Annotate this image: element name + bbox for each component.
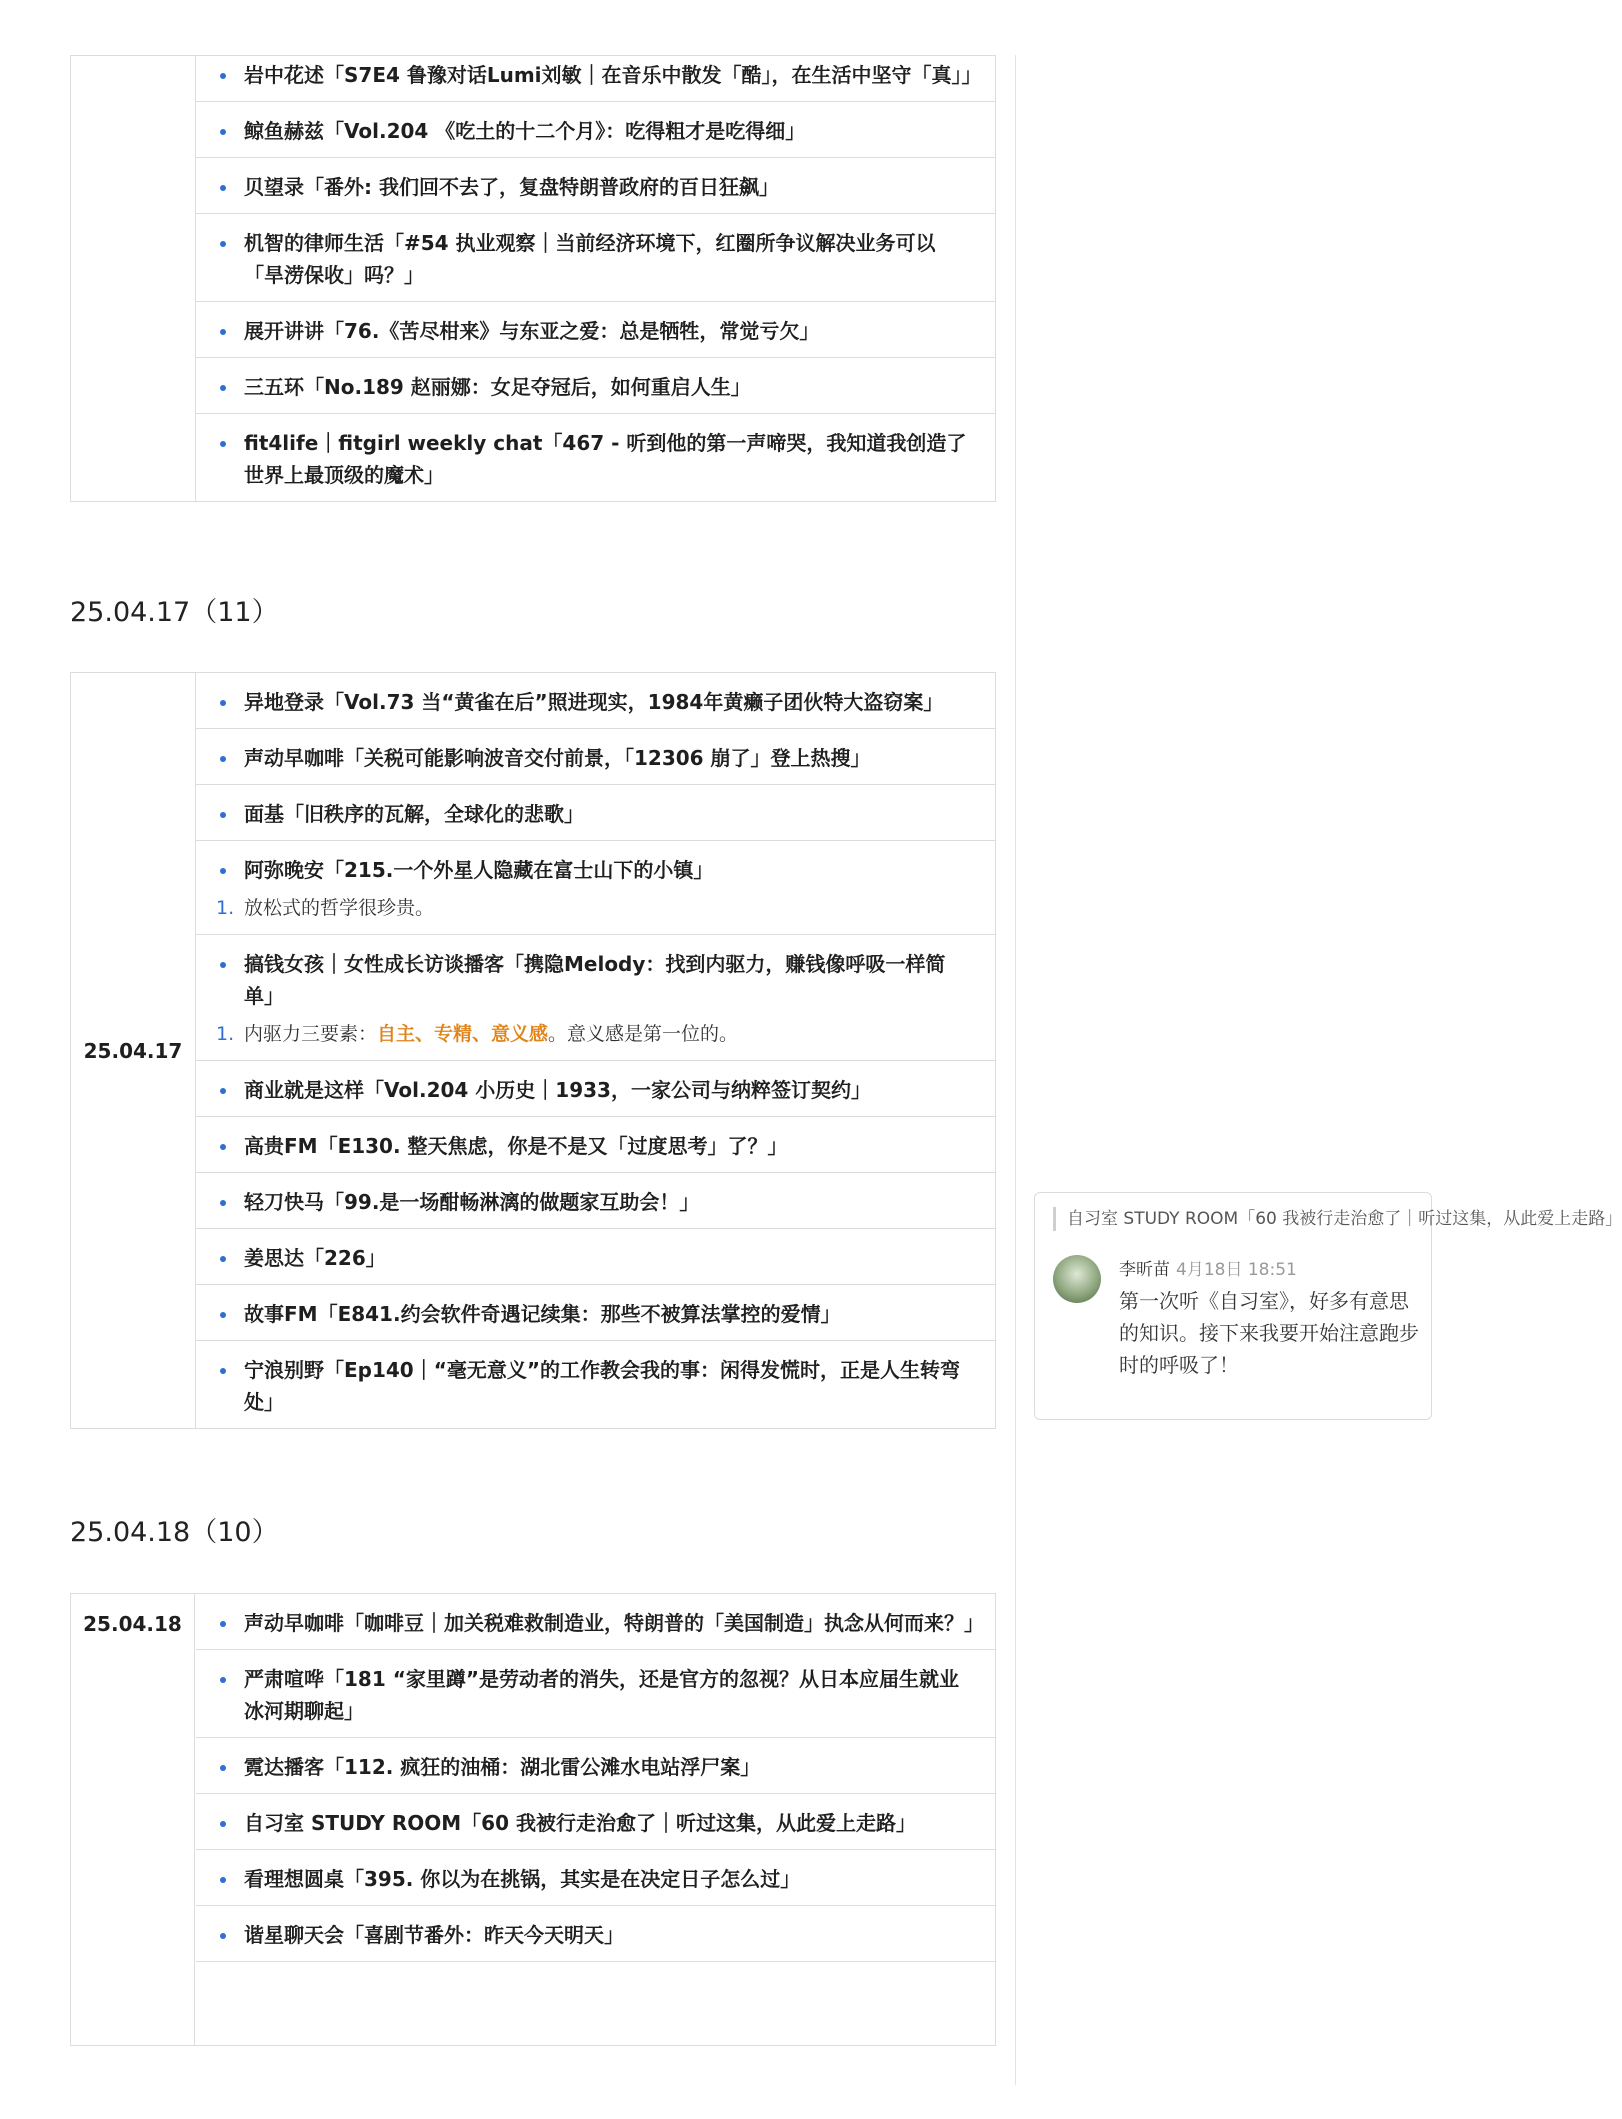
table-row xyxy=(196,935,995,1061)
comment-source-title[interactable]: 自习室 STUDY ROOM「60 我被行走治愈了｜听过这集，从此爱上走路」 xyxy=(1053,1207,1417,1231)
section-heading-0418: 25.04.18（10） xyxy=(70,1517,279,1548)
episode-note xyxy=(216,1018,975,1050)
table-row xyxy=(196,1229,995,1285)
episode-item[interactable]: 面基「旧秩序的瓦解，全球化的悲歌」 xyxy=(216,798,975,830)
avatar[interactable] xyxy=(1053,1255,1101,1303)
episode-item[interactable]: 自习室 STUDY ROOM「60 我被行走治愈了｜听过这集，从此爱上走路」 xyxy=(216,1807,975,1839)
table-row xyxy=(196,1650,995,1738)
note-number: 1. xyxy=(216,897,235,919)
episode-item[interactable]: 机智的律师生活「#54 执业观察｜当前经济环境下，红圈所争议解决业务可以「旱涝保收」吗？」 xyxy=(216,227,975,291)
episode-item[interactable]: fit4life｜fitgirl weekly chat「467 - 听到他的第一声啼哭，我知道我创造了世界上最顶级的魔术」 xyxy=(216,427,975,491)
table-row xyxy=(196,302,995,358)
table-row xyxy=(196,1738,995,1794)
table-row xyxy=(196,158,995,214)
episode-item[interactable]: 鲸鱼赫兹「Vol.204 《吃土的十二个月》：吃得粗才是吃得细」 xyxy=(216,115,975,147)
section-heading-0417: 25.04.17（11） xyxy=(70,597,279,628)
comment-card[interactable] xyxy=(1034,1192,1622,1420)
episode-table-group-0 xyxy=(70,55,996,502)
table-row xyxy=(196,1117,995,1173)
comment-meta xyxy=(1119,1255,1297,1280)
episode-item[interactable]: 声动早咖啡「关税可能影响波音交付前景，「12306 崩了」登上热搜」 xyxy=(216,742,975,774)
comment-date: 4月18日 18:51 xyxy=(1176,1260,1297,1280)
episode-item[interactable]: 姜思达「226」 xyxy=(216,1242,975,1274)
table-row xyxy=(196,56,995,102)
comment-username[interactable]: 李昕苗 xyxy=(1119,1260,1170,1280)
table-row-empty xyxy=(196,1962,995,2045)
table-row xyxy=(196,1906,995,1962)
episode-table-group-1 xyxy=(70,672,996,1429)
note-highlight: 自主、专精、意义感 xyxy=(377,1023,549,1045)
date-cell: 25.04.18 xyxy=(71,1594,195,2045)
table-row xyxy=(196,673,995,729)
table-row xyxy=(196,1594,995,1650)
episode-item[interactable]: 搞钱女孩｜女性成长访谈播客「携隐Melody：找到内驱力，赚钱像呼吸一样简单」 xyxy=(216,948,975,1012)
episode-item[interactable]: 展开讲讲「76.《苦尽柑来》与东亚之爱：总是牺牲，常觉亏欠」 xyxy=(216,315,975,347)
episode-item[interactable]: 霓达播客「112. 疯狂的油桶：湖北雷公滩水电站浮尸案」 xyxy=(216,1751,975,1783)
table-row xyxy=(196,1341,995,1428)
episode-item[interactable]: 看理想圆桌「395. 你以为在挑锅，其实是在决定日子怎么过」 xyxy=(216,1863,975,1895)
table-row xyxy=(196,102,995,158)
note-number: 1. xyxy=(216,1023,235,1045)
episode-item[interactable]: 宁浪别野「Ep140｜“毫无意义”的工作教会我的事：闲得发慌时，正是人生转弯处」 xyxy=(216,1354,975,1418)
date-cell xyxy=(71,56,196,501)
episode-item[interactable]: 商业就是这样「Vol.204 小历史｜1933，一家公司与纳粹签订契约」 xyxy=(216,1074,975,1106)
episode-note xyxy=(216,892,975,924)
date-cell: 25.04.17 xyxy=(71,673,196,1428)
table-row xyxy=(196,214,995,302)
table-row xyxy=(196,1285,995,1341)
note-text: 放松式的哲学很珍贵。 xyxy=(244,897,435,919)
table-row xyxy=(196,1173,995,1229)
episode-item[interactable]: 声动早咖啡「咖啡豆｜加关税难救制造业，特朗普的「美国制造」执念从何而来？」 xyxy=(216,1607,975,1639)
episode-item[interactable]: 故事FM「E841.约会软件奇遇记续集：那些不被算法掌控的爱情」 xyxy=(216,1298,975,1330)
episode-item[interactable]: 贝望录「番外: 我们回不去了，复盘特朗普政府的百日狂飙」 xyxy=(216,171,975,203)
table-row xyxy=(196,785,995,841)
episode-item[interactable]: 阿弥晚安「215.一个外星人隐藏在富士山下的小镇」 xyxy=(216,854,975,886)
table-row xyxy=(196,841,995,935)
episode-item[interactable]: 岩中花述「S7E4 鲁豫对话Lumi刘敏｜在音乐中散发「酷」，在生活中坚守「真」」 xyxy=(216,59,975,91)
episode-item[interactable]: 三五环「No.189 赵丽娜：女足夺冠后，如何重启人生」 xyxy=(216,371,975,403)
table-row xyxy=(196,1061,995,1117)
table-row xyxy=(196,1794,995,1850)
table-row xyxy=(196,358,995,414)
episode-item[interactable]: 异地登录「Vol.73 当“黄雀在后”照进现实，1984年黄癞子团伙特大盗窃案」 xyxy=(216,686,975,718)
table-row xyxy=(196,1850,995,1906)
table-row xyxy=(196,414,995,501)
note-text: 内驱力三要素： xyxy=(244,1023,378,1045)
episode-item[interactable]: 高贵FM「E130. 整天焦虑，你是不是又「过度思考」了？」 xyxy=(216,1130,975,1162)
episode-item[interactable]: 严肃喧哗「181 “家里蹲”是劳动者的消失，还是官方的忽视？从日本应届生就业冰河期聊起」 xyxy=(216,1663,975,1727)
episode-table-group-2 xyxy=(70,1593,996,2046)
episode-item[interactable]: 轻刀快马「99.是一场酣畅淋漓的做题家互助会！」 xyxy=(216,1186,975,1218)
column-divider xyxy=(1015,55,1016,2085)
episode-item[interactable]: 谐星聊天会「喜剧节番外：昨天今天明天」 xyxy=(216,1919,975,1951)
note-text-end: 。意义感是第一位的。 xyxy=(548,1023,739,1045)
comment-text: 第一次听《自习室》，好多有意思的知识。接下来我要开始注意跑步时的呼吸了！ xyxy=(1119,1289,1419,1377)
table-row xyxy=(196,729,995,785)
